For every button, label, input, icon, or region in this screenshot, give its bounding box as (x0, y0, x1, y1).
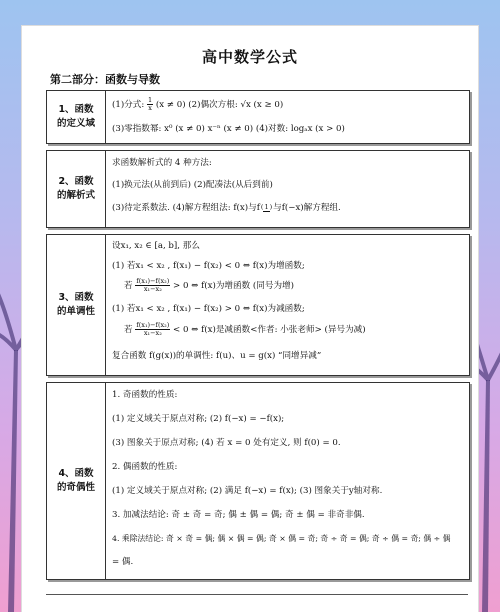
formula-sheet (22, 26, 478, 612)
fraction-numerator: 1 (264, 202, 269, 211)
fraction-denominator: x (148, 104, 152, 112)
formula-line (124, 322, 366, 337)
formula-line (124, 278, 294, 293)
section-parity (46, 382, 470, 580)
section-content (106, 235, 469, 375)
label-line: 的单调性 (56, 306, 95, 317)
section-analytic-expression (46, 150, 470, 228)
formula-line: = 偶. (112, 557, 134, 567)
formula-line: 求函数解析式的 4 种方法: (112, 158, 212, 168)
formula-line: (1) 若x₁ < x₂ , f(x₁) − f(x₂) > 0 ⇔ f(x)为减函数; (112, 304, 305, 314)
formula-line (112, 97, 283, 112)
section-content (106, 151, 469, 227)
label-line: 3、函数 (58, 292, 94, 303)
text-segment: < 0 ⇔ f(x)是减函数<作者: 小张老师> (异号为减) (173, 325, 366, 335)
section-label (47, 91, 106, 143)
section-label (47, 383, 106, 579)
formula-line: (1) 若x₁ < x₂ , f(x₁) − f(x₂) < 0 ⇔ f(x)为增函数; (112, 261, 305, 271)
formula-line: (3) 图象关于原点对称; (4) 若 x = 0 处有定义, 则 f(0) = 0. (112, 438, 341, 448)
formula-line: 设x₁, x₂ ∈ [a, b], 那么 (112, 241, 200, 251)
fraction-numerator: f(x₁)−f(x₂) (136, 321, 170, 329)
label-line: 4、函数 (58, 468, 94, 479)
footer-divider (46, 594, 468, 595)
formula-line: 4. 乘除法结论: 奇 × 奇 = 偶; 偶 × 偶 = 偶; 奇 × 偶 = 奇; 奇 ÷ 奇 = 偶; 奇 ÷ 偶 = 奇; 偶 ÷ 偶 (112, 534, 451, 543)
text-segment: 若 (124, 281, 133, 291)
formula-line: (1) 定义域关于原点对称; (2) f(−x) = −f(x); (112, 414, 285, 424)
page-title: 高中数学公式 (201, 48, 298, 66)
text-segment: 若 (124, 325, 133, 335)
section-monotonicity (46, 234, 470, 376)
section-content (106, 383, 469, 579)
fraction (147, 97, 153, 112)
fraction-denominator: x₁−x₂ (143, 285, 162, 293)
fraction (135, 278, 170, 293)
formula-line: (1)换元法(从前到后) (2)配凑法(从后到前) (112, 180, 273, 190)
formula-line (112, 201, 341, 213)
fraction-numerator: f(x₁)−f(x₂) (136, 277, 170, 285)
formula-line: (3)零指数幂: x⁰ (x ≠ 0) x⁻ⁿ (x ≠ 0) (4)对数: logₐx (x > 0) (112, 124, 345, 134)
formula-line: 2. 偶函数的性质: (112, 462, 178, 472)
formula-line: 3. 加减法结论: 奇 ± 奇 = 奇; 偶 ± 偶 = 偶; 奇 ± 偶 = 非奇非偶. (112, 510, 365, 520)
fraction: (1) (260, 202, 273, 211)
section-content (106, 91, 469, 143)
formula-line: (1) 定义域关于原点对称; (2) 满足 f(−x) = f(x); (3) 图象关于y轴对称. (112, 486, 383, 496)
section-label (47, 151, 106, 227)
label-line: 1、函数 (58, 104, 94, 115)
formula-line: 复合函数 f(g(x))的单调性: f(u)、u = g(x) “同增异减” (112, 351, 322, 361)
text-segment: (x ≠ 0) (2)偶次方根: √x (x ≥ 0) (155, 100, 284, 110)
fraction (135, 322, 170, 337)
section-label (47, 235, 106, 375)
fraction-numerator: 1 (148, 96, 153, 104)
label-line: 2、函数 (58, 176, 94, 187)
section-domain (46, 90, 470, 144)
label-line: 的奇偶性 (56, 482, 95, 493)
fraction-denominator: x₁−x₂ (143, 329, 162, 337)
label-line: 的解析式 (56, 190, 95, 201)
section-subtitle: 第二部分：函数与导数 (50, 73, 160, 86)
text-segment: (1)分式: (112, 100, 147, 110)
text-segment: > 0 ⇔ f(x)为增函数 (同号为增) (173, 281, 295, 291)
text-segment: (3)待定系数法. (4)解方程组法: f(x)与f (112, 203, 260, 213)
text-segment: 与f(−x)解方程组. (273, 203, 341, 213)
formula-line: 1. 奇函数的性质: (112, 390, 178, 400)
label-line: 的定义域 (56, 118, 95, 129)
